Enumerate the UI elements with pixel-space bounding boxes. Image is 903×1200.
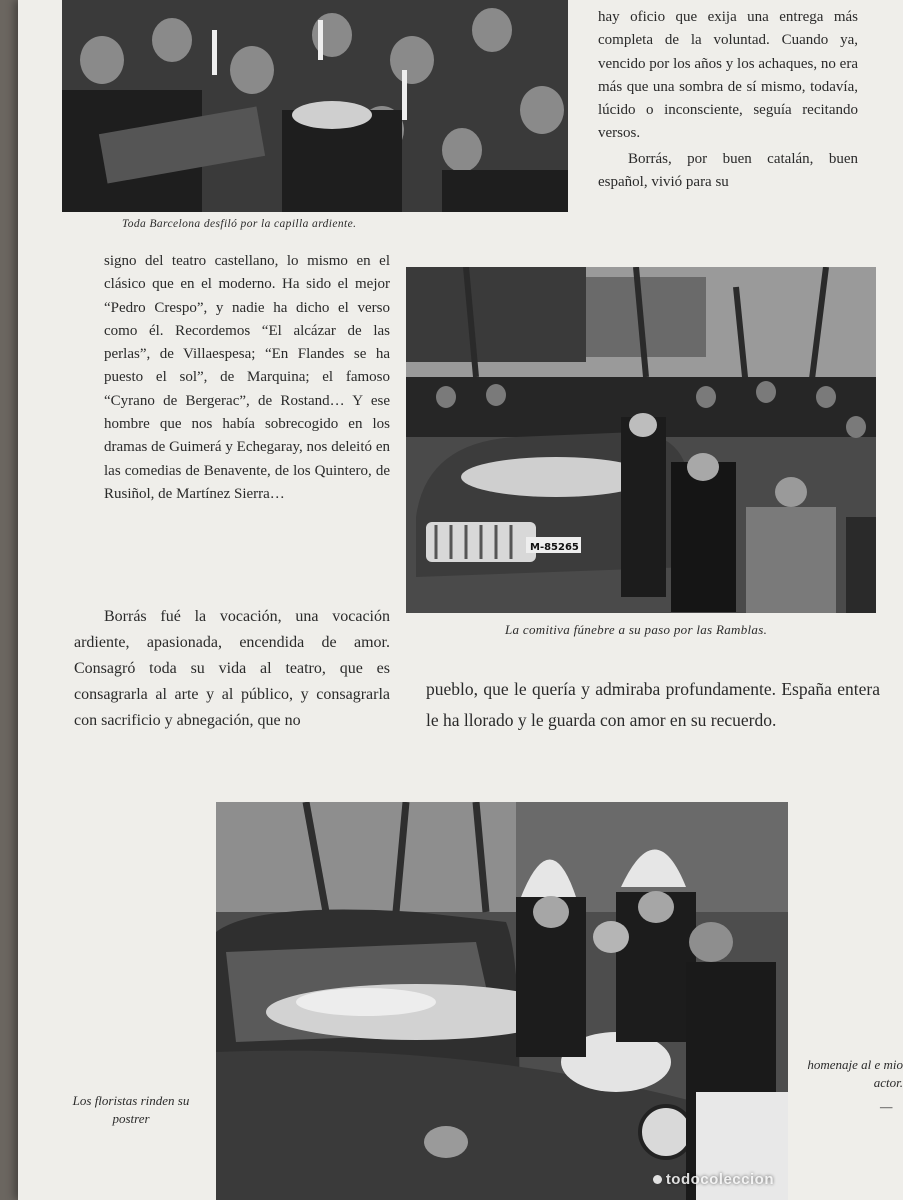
caption-bottom-right: homenaje al e mio actor. — [807, 1057, 903, 1090]
watermark-icon — [653, 1175, 662, 1184]
text-column-left — [104, 250, 390, 506]
photo-comitiva-ramblas — [406, 267, 876, 613]
magazine-page — [18, 0, 903, 1200]
paragraph: Borrás, por buen catalán, buen español, vivió para su — [598, 150, 858, 191]
caption-middle-photo: La comitiva fúnebre a su paso por las Ramblas. — [505, 622, 768, 637]
photo-floristas — [216, 802, 788, 1200]
text-column-top-right — [598, 6, 858, 194]
photo-capilla-ardiente — [62, 0, 568, 212]
watermark — [653, 1171, 774, 1188]
paragraph: Borrás fué la vocación, una vocación ardiente, apasionada, encendida de amor. Consagró toda su vida al teatro, que es consagrarla al arte y al público, y consagrarla con sacrificio y abnegación, que no — [74, 608, 390, 729]
caption-bottom-right-dash: — — [880, 1100, 893, 1115]
caption-bottom-left: Los floristas rinden su postrer — [72, 1093, 190, 1126]
paragraph: signo del teatro castellano, lo mismo en el clásico que en el moderno. Ha sido el mejor “Pedro Crespo”, y nadie ha dicho el verso como él. Recordemos “El alcázar de las perlas”, de Villaespesa; “En Flandes se ha puesto el sol”, de Marquina; el famoso “Cyrano de Bergerac”, de Rostand… Y ese hombre que nos había sobrecogido en los dramas de Guimerá y Echegaray, nos deleitó en las comedias de Benavente, de los Quintero, de Rusiñol, de Martínez Sierra… — [104, 253, 390, 502]
florists-illustration — [216, 802, 788, 1200]
paragraph: hay oficio que exija una entrega más completa de la voluntad. Cuando ya, vencido por los años y los achaques, no era más que una sombra de sí mismo, todavía, lúcido o inconsciente, seguía recitando versos. — [598, 9, 858, 142]
caption-top-photo: Toda Barcelona desfiló por la capilla ardiente. — [122, 218, 357, 230]
text-column-right — [426, 674, 880, 736]
paragraph: pueblo, que le quería y admiraba profundamente. España entera le ha llorado y le guarda con amor en su recuerdo. — [426, 679, 880, 730]
crowd-illustration — [62, 0, 568, 212]
text-column-left-continued — [74, 604, 390, 734]
watermark-text: todocoleccion — [665, 1171, 774, 1188]
procession-illustration — [406, 267, 876, 613]
license-plate: M-85265 — [530, 542, 579, 553]
